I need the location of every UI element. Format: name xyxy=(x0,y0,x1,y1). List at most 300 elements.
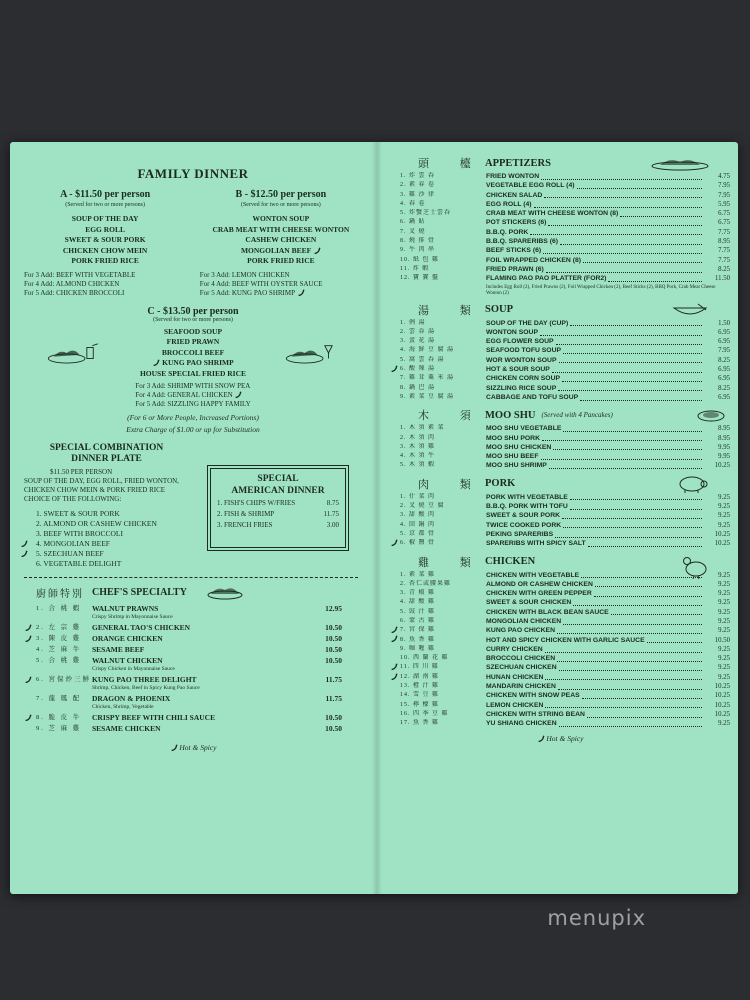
pork-menu-item xyxy=(390,530,730,539)
set-c-price: C - $13.50 per person xyxy=(147,305,239,317)
item-name xyxy=(92,656,304,675)
combo-item: 1. SWEET & SOUR PORK xyxy=(36,509,120,518)
dot-leader xyxy=(555,532,702,538)
chef-list xyxy=(24,604,362,735)
item-name: BROCCOLI CHICKEN xyxy=(486,655,556,663)
spicy-marker xyxy=(24,623,36,633)
item-name xyxy=(92,694,304,713)
set-c-item: SEAFOOD SOUP xyxy=(163,326,223,336)
item-price: 8.25 xyxy=(718,384,730,392)
chili-pepper-icon xyxy=(20,550,28,558)
item-name: SOUP OF THE DAY (CUP) xyxy=(486,319,569,327)
mooshu-menu-item xyxy=(390,424,730,433)
dot-leader xyxy=(608,276,702,282)
chicken-menu-item xyxy=(390,710,730,719)
appetizers-menu-item xyxy=(390,265,730,274)
item-price: 6.95 xyxy=(718,375,730,383)
item-name: TWICE COOKED PORK xyxy=(486,521,562,529)
chef-menu-item xyxy=(24,675,362,694)
item-zh-name: 7. 雞 茸 粟 米 湯 xyxy=(400,375,455,382)
set-a-item: PORK FRIED RICE xyxy=(71,256,139,265)
item-price: 7.75 xyxy=(718,256,730,264)
item-description: Crispy Shrimp in Mayonnaise Sauce xyxy=(92,614,173,620)
item-description: Shrimp, Chicken, Beef in Spicy Kung Pao Sauce xyxy=(92,685,200,691)
dot-leader xyxy=(559,357,703,363)
appetizers-menu-item xyxy=(390,256,730,265)
set-c-add: For 5 Add: SIZZLING HAPPY FAMILY xyxy=(135,400,251,408)
set-c-row xyxy=(24,327,362,380)
chili-pepper-icon xyxy=(390,539,398,547)
item-price: 11.75 xyxy=(325,675,342,684)
chicken-menu-item xyxy=(390,719,730,728)
set-a-price: A - $11.50 per person xyxy=(60,189,151,200)
dot-leader xyxy=(563,619,702,625)
item-name: SWEET & SOUR PORK xyxy=(486,512,561,520)
item-price: 10.25 xyxy=(714,462,730,470)
chili-pepper-icon xyxy=(313,247,321,255)
item-zh-name: 17. 魚 香 雞 xyxy=(400,720,440,727)
item-price: 9.25 xyxy=(718,608,730,616)
set-c-item: BROCCOLI BEEF xyxy=(161,347,225,357)
soup-menu-item xyxy=(390,384,730,393)
item-price: 9.25 xyxy=(718,720,730,728)
soup-menu-item xyxy=(390,328,730,337)
dot-leader xyxy=(541,174,702,180)
pork-list xyxy=(390,493,730,549)
item-name: ALMOND OR CASHEW CHICKEN xyxy=(486,580,593,588)
family-sets-ab xyxy=(24,190,362,298)
chicken-list xyxy=(390,571,730,729)
item-zh-name: 5. 合 桃 雞 xyxy=(36,657,82,664)
item-zh-name: 1. 什 菜 肉 xyxy=(400,493,436,500)
item-price: 9.25 xyxy=(718,673,730,681)
chicken-menu-item xyxy=(390,617,730,626)
item-zh-name: 16. 四 季 豆 雞 xyxy=(400,710,449,717)
dot-leader xyxy=(530,229,702,235)
chef-menu-item xyxy=(24,724,362,735)
soup-menu-item xyxy=(390,337,730,346)
item-name: MOO SHU VEGETABLE xyxy=(486,425,562,433)
item-price: 10.50 xyxy=(325,645,342,654)
dot-leader xyxy=(546,267,702,273)
item-name: MOO SHU CHICKEN xyxy=(486,443,552,451)
combo-item-text: 4. MONGOLIAN BEEF xyxy=(36,539,110,548)
item-zh-name: 3. 陳 皮 雞 xyxy=(36,635,82,642)
item-zh-name: 11. 炸 蝦 xyxy=(400,265,430,272)
spicy-marker xyxy=(390,365,400,375)
dot-leader xyxy=(543,248,702,254)
item-name: MANDARIN CHICKEN xyxy=(486,683,556,691)
item-zh-name: 4. 甜 酸 雞 xyxy=(400,599,436,606)
item-zh-name: 3. 青 椒 雞 xyxy=(400,590,436,597)
spicy-marker xyxy=(390,673,400,683)
item-zh-name: 5. 木 須 蝦 xyxy=(400,462,436,469)
spicy-marker xyxy=(24,713,36,723)
chili-pepper-icon xyxy=(390,626,398,634)
item-name: FLAMING PAO PAO PLATTER (FOR2) xyxy=(486,275,607,283)
chef-menu-item xyxy=(24,604,362,623)
item-price: 9.95 xyxy=(718,443,730,451)
item-zh-name: 4. 海 鮮 豆 腐 湯 xyxy=(400,347,455,354)
combo-title: DINNER PLATE xyxy=(71,454,142,464)
item-zh-name: 4. 春 卷 xyxy=(400,200,426,207)
item-name-text: CRISPY BEEF WITH CHILI SAUCE xyxy=(92,713,216,722)
item-price: 6.95 xyxy=(718,328,730,336)
family-set-a xyxy=(24,190,186,298)
item-zh-name: 9. 咖 喱 雞 xyxy=(400,645,436,652)
chef-menu-item xyxy=(24,645,362,656)
item-price: 9.25 xyxy=(718,617,730,625)
soup-menu-item xyxy=(390,393,730,402)
combo-item: 2. ALMOND OR CASHEW CHICKEN xyxy=(36,519,157,528)
item-zh-name: 6. 宮保炒三鮮 xyxy=(36,676,91,683)
item-zh-name: 5. 窩 雲 吞 湯 xyxy=(400,356,445,363)
dot-leader xyxy=(588,541,702,547)
set-a-note: (Served for two or more persons) xyxy=(65,202,146,208)
chef-menu-item xyxy=(24,656,362,675)
item-price: 10.25 xyxy=(714,540,730,548)
dot-leader xyxy=(556,339,702,345)
dot-leader xyxy=(559,721,702,727)
item-name: FRIED WONTON xyxy=(486,173,540,180)
set-b-add: For 4 Add: BEEF WITH OYSTER SAUCE xyxy=(199,279,323,288)
item-zh-name: 4. 木 須 牛 xyxy=(400,453,436,460)
item-price: 9.25 xyxy=(718,521,730,529)
item-price: 7.75 xyxy=(718,228,730,236)
item-zh-name: 2. 杏仁或腰果雞 xyxy=(400,580,452,587)
dot-leader xyxy=(558,684,702,690)
pork-header xyxy=(390,476,730,492)
item-price: 10.50 xyxy=(325,713,342,722)
spicy-marker xyxy=(390,635,400,645)
menu-sheet xyxy=(10,142,738,894)
soup-menu-item xyxy=(390,319,730,328)
dot-leader xyxy=(545,674,702,680)
dot-leader xyxy=(583,257,702,263)
set-c-item: FRIED PRAWN xyxy=(166,337,220,346)
pork-menu-item xyxy=(390,521,730,530)
item-name-text: SESAME BEEF xyxy=(92,645,145,654)
item-name: HOT AND SPICY CHICKEN WITH GARLIC SAUCE xyxy=(486,636,645,644)
item-price: 9.25 xyxy=(718,627,730,635)
american-dinner-inner xyxy=(210,468,346,548)
dot-leader xyxy=(557,656,702,662)
appetizers-menu-item xyxy=(390,218,730,227)
appetizers-menu-item xyxy=(390,237,730,246)
item-zh-name: 11. 四 川 雞 xyxy=(400,664,439,671)
item-description: Chicken, Shrimp, Vegetable xyxy=(92,704,154,710)
mooshu-menu-item xyxy=(390,443,730,452)
chili-pepper-icon xyxy=(537,735,545,743)
dot-leader xyxy=(553,444,702,450)
appetizers-menu-item xyxy=(390,200,730,209)
item-name: BEEF STICKS (6) xyxy=(486,247,542,255)
item-zh-name: 2. 素 春 卷 xyxy=(400,182,436,189)
chili-pepper-icon xyxy=(390,635,398,643)
american-title: AMERICAN DINNER xyxy=(231,486,325,496)
set-a-item: SWEET & SOUR PORK xyxy=(64,235,146,244)
soup-menu-item xyxy=(390,374,730,383)
combo-desc xyxy=(24,468,189,504)
set-b-item: PORK FRIED RICE xyxy=(247,256,315,265)
item-price: 6.95 xyxy=(718,393,730,401)
item-price: 5.95 xyxy=(718,200,730,208)
soup-menu-item xyxy=(390,346,730,355)
set-b-item-text: MONGOLIAN BEEF xyxy=(240,245,311,255)
soup-title: SOUP xyxy=(485,304,514,316)
item-zh-name: 9. 芝 麻 雞 xyxy=(36,725,82,732)
dot-leader xyxy=(541,454,703,460)
dot-leader xyxy=(563,348,702,354)
chili-pepper-icon xyxy=(170,744,178,752)
dot-leader xyxy=(573,600,702,606)
appetizers-menu-item xyxy=(390,209,730,218)
american-item xyxy=(217,509,339,519)
food-bowl-icon xyxy=(205,584,245,600)
item-name-text: KUNG PAO THREE DELIGHT xyxy=(92,675,197,684)
mooshu-list xyxy=(390,424,730,470)
item-name: WONTON SOUP xyxy=(486,328,538,336)
set-c-items xyxy=(108,327,278,380)
item-name: CHICKEN WITH GREEN PEPPER xyxy=(486,590,592,598)
item-name: MONGOLIAN CHICKEN xyxy=(486,617,562,625)
combo-choice: CHOICE OF THE FOLLOWING: xyxy=(24,495,122,503)
item-zh-name: 7. 叉 燒 xyxy=(400,228,426,235)
food-platter-icon xyxy=(284,342,340,364)
item-name-text: SESAME CHICKEN xyxy=(92,724,161,733)
item-zh-name: 1. 炸 雲 吞 xyxy=(400,173,436,179)
chicken-menu-item xyxy=(390,691,730,700)
set-b-add-text: For 5 Add: KUNG PAO SHRIMP xyxy=(199,288,295,297)
chili-pepper-icon xyxy=(20,540,28,548)
item-name xyxy=(92,634,304,644)
item-zh-name: 5. 京 都 骨 xyxy=(400,530,436,537)
center-fold xyxy=(372,142,382,894)
item-price: 9.25 xyxy=(718,645,730,653)
item-zh-name: 9. 素 菜 豆 腐 湯 xyxy=(400,393,455,400)
pancake-plate-icon xyxy=(696,408,726,422)
pork-menu-item xyxy=(390,502,730,511)
soup-list xyxy=(390,319,730,403)
item-name xyxy=(92,675,304,694)
item-zh-name: 2. 叉 燒 豆 腐 xyxy=(400,503,445,510)
item-name: SZECHUAN CHICKEN xyxy=(486,664,557,672)
appetizer-plate-icon xyxy=(650,155,710,171)
special-combination xyxy=(24,443,189,569)
item-price: 10.25 xyxy=(714,701,730,709)
item-name: LEMON CHICKEN xyxy=(486,701,544,709)
item-name: MOO SHU SHRIMP xyxy=(486,462,547,470)
chef-specialty-header xyxy=(24,584,362,600)
combo-item: 6. VEGETABLE DELIGHT xyxy=(36,559,122,568)
mooshu-zh: 木 須 xyxy=(418,410,485,423)
chicken-menu-item xyxy=(390,626,730,635)
set-b-add: For 3 Add: LEMON CHICKEN xyxy=(199,270,290,279)
item-price: 1.50 xyxy=(718,319,730,327)
chili-pepper-icon xyxy=(390,673,398,681)
item-zh-name: 4. 芝 麻 牛 xyxy=(36,646,82,653)
chicken-menu-item xyxy=(390,636,730,645)
item-zh-name: 3. 雞 沙 律 xyxy=(400,191,436,198)
item-zh-name: 15. 檸 檬 雞 xyxy=(400,701,440,708)
item-price: 8.25 xyxy=(718,356,730,364)
item-name: EGG ROLL (4) xyxy=(486,200,532,208)
set-a-add: For 5 Add: CHICKEN BROCCOLI xyxy=(24,288,125,297)
dot-leader xyxy=(560,239,702,245)
dot-leader xyxy=(540,330,702,336)
item-zh-name: 12. 寶 寶 盤 xyxy=(400,275,440,282)
set-a-add: For 4 Add: ALMOND CHICKEN xyxy=(24,279,120,288)
spicy-marker xyxy=(24,675,36,685)
item-price: 8.95 xyxy=(718,425,730,433)
item-price: 10.25 xyxy=(714,530,730,538)
set-c-add-text: For 4 Add: GENERAL CHICKEN xyxy=(135,391,233,399)
item-name: SPARERIBS WITH SPICY SALT xyxy=(486,540,586,548)
set-c-item: HOUSE SPECIAL FRIED RICE xyxy=(139,368,247,378)
item-zh-name: 9. 牛 肉 串 xyxy=(400,247,436,254)
family-dinner-title: FAMILY DINNER xyxy=(137,166,249,181)
combo-includes: SOUP OF THE DAY, EGG ROLL, FRIED WONTON, CHICKEN CHOW MEIN & PORK FRIED RICE xyxy=(24,477,179,494)
set-a-adds xyxy=(24,271,186,298)
dot-leader xyxy=(582,693,702,699)
item-zh-name: 13. 橙 汁 雞 xyxy=(400,683,440,690)
item-price: 12.95 xyxy=(325,604,342,613)
set-c-item-text: KUNG PAO SHRIMP xyxy=(162,358,234,367)
item-name: FRIED PRAWN (6) xyxy=(486,265,544,273)
pork-menu-item xyxy=(390,493,730,502)
item-name-text: WALNUT PRAWNS xyxy=(92,604,159,613)
item-name: FOIL WRAPPED CHICKEN (8) xyxy=(486,256,582,264)
set-c-note: (Served for two or more persons) xyxy=(153,316,233,323)
dashed-divider xyxy=(24,577,358,578)
chef-menu-item xyxy=(24,713,362,724)
item-name-text: ORANGE CHICKEN xyxy=(92,634,163,643)
chicken-menu-item xyxy=(390,701,730,710)
item-price: 9.25 xyxy=(718,599,730,607)
item-zh-name: 6. 椒 鹽 骨 xyxy=(400,540,436,547)
item-name: WOR WONTON SOUP xyxy=(486,356,557,364)
item-name: CHICKEN WITH STRING BEAN xyxy=(486,710,585,718)
menupix-watermark: menupix xyxy=(547,906,646,930)
hot-spicy-text: Hot & Spicy xyxy=(546,733,584,743)
item-name: CRAB MEAT WITH CHEESE WONTON (8) xyxy=(486,210,619,218)
item-name xyxy=(92,604,304,623)
item-zh-name: 8. 脆 皮 牛 xyxy=(36,714,82,721)
item-price: 10.50 xyxy=(714,636,730,644)
chicken-menu-item xyxy=(390,673,730,682)
item-price: 6.75 xyxy=(718,219,730,227)
dot-leader xyxy=(620,211,702,217)
item-zh-name: 3. 甜 酸 肉 xyxy=(400,512,436,519)
chili-pepper-icon xyxy=(24,635,32,643)
item-price: 11.75 xyxy=(325,694,342,703)
dot-leader xyxy=(647,637,702,643)
dot-leader xyxy=(594,591,702,597)
item-name-text: GENERAL TAO'S CHICKEN xyxy=(92,623,191,632)
dot-leader xyxy=(562,376,702,382)
item-zh-name: 10. 紙 包 雞 xyxy=(400,256,440,263)
set-b-item: CRAB MEAT WITH CHEESE WONTON xyxy=(212,224,350,234)
appetizers-zh: 頭 檯 xyxy=(418,158,485,170)
item-zh-name: 7. 宮 保 雞 xyxy=(400,627,436,634)
appetizers-menu-item xyxy=(390,228,730,237)
dot-leader xyxy=(559,665,702,671)
item-zh-name: 1. 合 桃 蝦 xyxy=(36,605,82,612)
appetizers-list xyxy=(390,172,730,284)
appetizers-menu-item xyxy=(390,181,730,190)
hot-spicy-text: Hot & Spicy xyxy=(179,743,217,752)
set-a-add: For 3 Add: BEEF WITH VEGETABLE xyxy=(24,270,136,279)
item-price: 10.50 xyxy=(325,656,342,665)
dot-leader xyxy=(580,395,702,401)
item-zh-name: 5. 豉 汁 雞 xyxy=(400,608,436,615)
chef-menu-item xyxy=(24,623,362,634)
item-name: VEGETABLE EGG ROLL (4) xyxy=(486,182,575,190)
combo-item xyxy=(24,549,189,559)
item-zh-name: 7. 龍 鳳 配 xyxy=(36,695,82,702)
dot-leader xyxy=(595,581,702,587)
item-name: KUNG PAO CHICKEN xyxy=(486,627,555,635)
pork-menu-item xyxy=(390,511,730,520)
dot-leader xyxy=(544,192,702,198)
item-price: 9.25 xyxy=(718,590,730,598)
dot-leader xyxy=(577,183,703,189)
item-price: 9.25 xyxy=(718,571,730,579)
family-set-b xyxy=(200,190,362,298)
dot-leader xyxy=(563,522,702,528)
item-name: CHICKEN WITH BLACK BEAN SAUCE xyxy=(486,608,609,616)
appetizers-header xyxy=(390,155,730,171)
item-name: HUNAN CHICKEN xyxy=(486,673,544,681)
item-name-text: WALNUT CHICKEN xyxy=(92,656,163,665)
american-item-price: 8.75 xyxy=(326,499,339,507)
item-price: 7.95 xyxy=(718,182,730,190)
dot-leader xyxy=(570,320,702,326)
american-item-name: 3. FRENCH FRIES xyxy=(217,521,273,529)
chicken-zh: 雞 類 xyxy=(418,556,485,569)
pig-icon xyxy=(676,475,710,493)
dot-leader xyxy=(570,504,702,510)
family-footnote: Extra Charge of $1.00 or up for Substitution xyxy=(126,425,260,434)
american-item-price: 3.00 xyxy=(326,521,339,529)
item-zh-name: 6. 蒙 古 雞 xyxy=(400,617,436,624)
chicken-menu-item xyxy=(390,608,730,617)
item-name: CHICKEN WITH SNOW PEAS xyxy=(486,692,580,700)
set-b-item: CASHEW CHICKEN xyxy=(245,235,317,244)
dot-leader xyxy=(548,220,702,226)
item-price: 8.95 xyxy=(718,434,730,442)
appetizers-menu-item xyxy=(390,274,730,283)
mooshu-header xyxy=(390,407,730,423)
item-name xyxy=(92,645,304,655)
item-price: 10.25 xyxy=(714,692,730,700)
item-price: 6.95 xyxy=(718,366,730,374)
soup-menu-item xyxy=(390,365,730,374)
dot-leader xyxy=(542,435,702,441)
item-name: CURRY CHICKEN xyxy=(486,645,543,653)
item-zh-name: 1. 例 湯 xyxy=(400,319,426,326)
set-c-add: For 3 Add: SHRIMP WITH SNOW PEA xyxy=(135,382,251,390)
dot-leader xyxy=(570,494,702,500)
item-zh-name: 12. 湖 南 雞 xyxy=(400,673,440,680)
item-name: EGG FLOWER SOUP xyxy=(486,338,554,346)
dot-leader xyxy=(611,609,702,615)
set-b-note: (Served for two or more persons) xyxy=(240,202,321,208)
american-item-name: 2. FISH & SHRIMP xyxy=(217,510,275,518)
item-price: 11.50 xyxy=(714,275,730,283)
item-name: HOT & SOUR SOUP xyxy=(486,366,550,374)
spicy-marker xyxy=(390,626,400,636)
